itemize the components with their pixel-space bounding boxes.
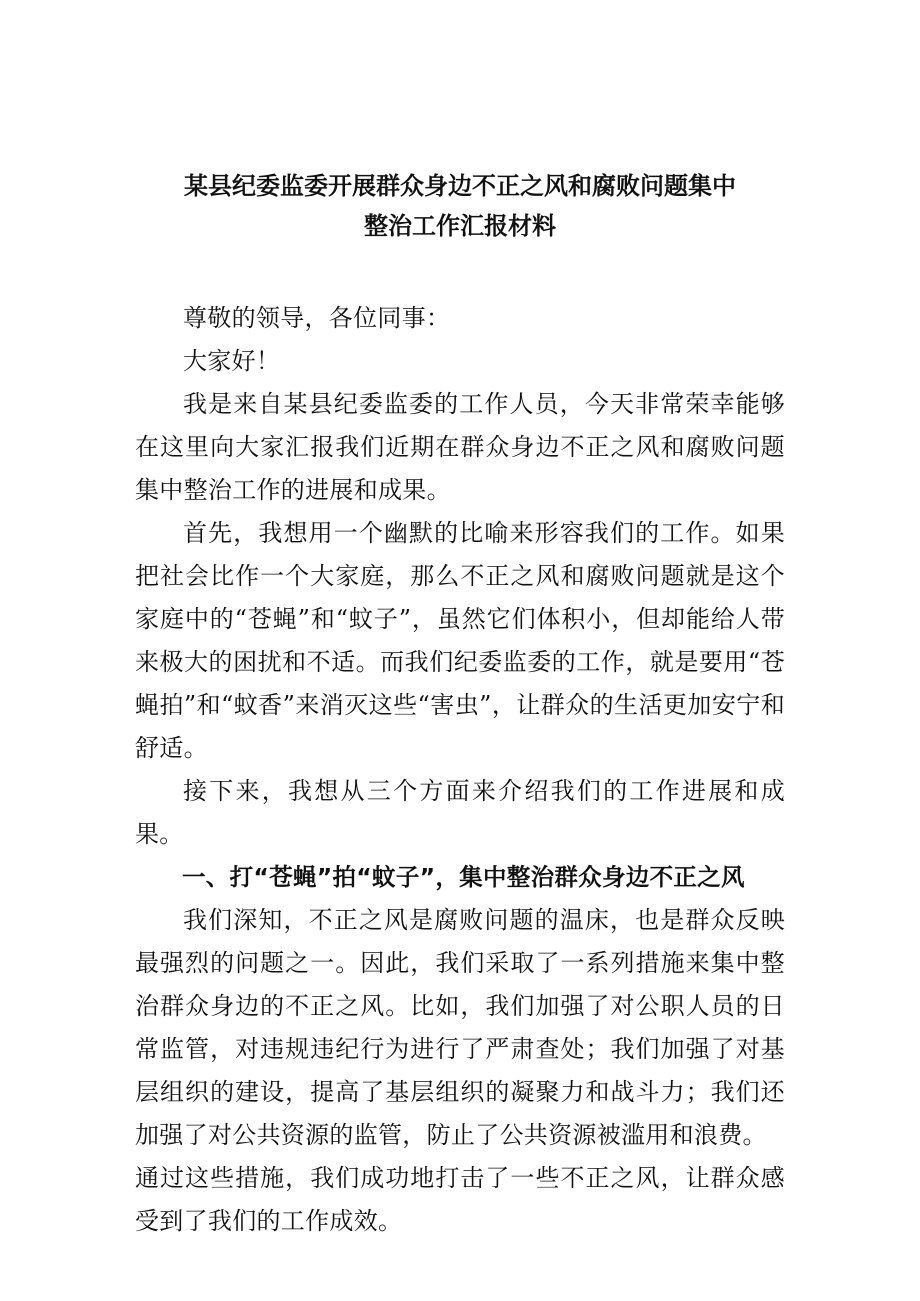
greeting-paragraph: 尊敬的领导，各位同事： (183, 304, 451, 332)
document-body (135, 297, 785, 1243)
metaphor-paragraph: 首先，我想用一个幽默的比喻来形容我们的工作。如果把社会比作一个大家庭，那么不正之风和腐败问题就是这个家庭中的“苍蝇”和“蚊子”，虽然它们体积小，但却能给人带来极大的困扰和不适。而我们纪委监委的工作，就是要用“苍蝇拍”和“蚊香”来消灭这些“害虫”，让群众的生活更加安宁和舒适。 (135, 519, 785, 762)
overview-paragraph: 接下来，我想从三个方面来介绍我们的工作进展和成果。 (135, 777, 785, 848)
section-1-heading: 一、打“苍蝇”拍“蚊子”，集中整治群众身边不正之风 (182, 863, 745, 891)
document-title-line-2: 整治工作汇报材料 (364, 212, 556, 240)
document-title-line-1: 某县纪委监委开展群众身边不正之风和腐败问题集中 (184, 172, 736, 200)
hello-paragraph: 大家好！ (183, 347, 281, 375)
intro-paragraph: 我是来自某县纪委监委的工作人员，今天非常荣幸能够在这里向大家汇报我们近期在群众身边不正之风和腐败问题集中整治工作的进展和成果。 (135, 390, 785, 504)
closing-paragraph: 通过这些措施，我们成功地打击了一些不正之风，让群众感受到了我们的工作成效。 (135, 1164, 785, 1235)
section-1-paragraph: 我们深知，不正之风是腐败问题的温床，也是群众反映最强烈的问题之一。因此，我们采取了一系列措施来集中整治群众身边的不正之风。比如，我们加强了对公职人员的日常监管，对违规违纪行为进行了严肃查处；我们加强了对基层组织的建设，提高了基层组织的凝聚力和战斗力；我们还加强了对公共资源的监管，防止了公共资源被滥用和浪费。 (135, 906, 785, 1149)
